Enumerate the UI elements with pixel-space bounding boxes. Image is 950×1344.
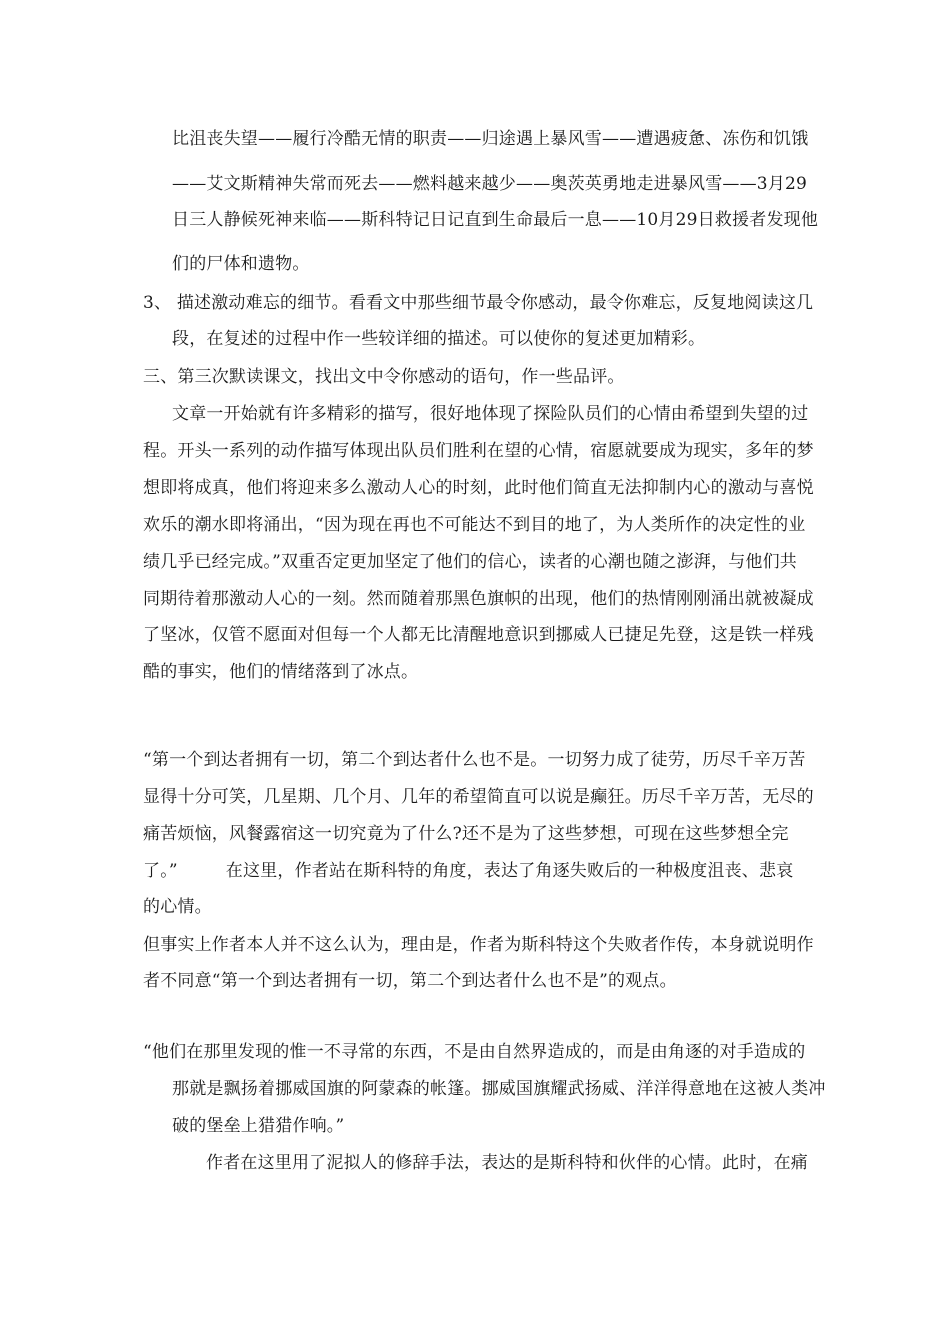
quote-line: 破的堡垒上猎猎作响。” <box>172 1116 345 1136</box>
text-line: 酷的事实，他们的情绪落到了冰点。 <box>143 662 419 682</box>
text-line: 了坚冰，仅管不愿面对但每一个人都无比清醒地意识到挪威人已捷足先登，这是铁一样残 <box>143 625 814 645</box>
text-line: 同期待着那激动人心的一刻。然而随着那黑色旗帜的出现，他们的热情刚刚涌出就被凝成 <box>143 589 814 609</box>
section-heading: 三、第三次默读课文，找出文中令你感动的语句，作一些品评。 <box>143 367 625 387</box>
quote-line: “第一个到达者拥有一切，第二个到达者什么也不是。一切努力成了徒劳，历尽千辛万苦 <box>143 750 806 770</box>
text-line: 但事实上作者本人并不这么认为，理由是，作者为斯科特这个失败者作传，本身就说明作 <box>143 935 814 955</box>
commentary: 在这里，作者站在斯科特的角度，表达了角逐失败后的一种极度沮丧、悲哀 <box>225 861 794 881</box>
quote-line: 显得十分可笑，几星期、几个月、几年的希望简直可以说是癫狂。历尽千辛万苦，无尽的 <box>143 787 814 807</box>
text-line: ——艾文斯精神失常而死去——燃料越来越少——奥茨英勇地走进暴风雪——3月29 <box>172 174 808 194</box>
text-line: 绩几乎已经完成。”双重否定更加坚定了他们的信心，读者的心潮也随之澎湃，与他们共 <box>143 552 797 572</box>
text-line: 的心情。 <box>143 897 212 917</box>
text-line: 日三人静候死神来临——斯科特记日记直到生命最后一息——10月29日救援者发现他 <box>172 210 819 230</box>
text-line: 文章一开始就有许多精彩的描写，很好地体现了探险队员们的心情由希望到失望的过 <box>172 404 809 424</box>
quote-line <box>143 860 793 882</box>
text-line: 想即将成真，他们将迎来多么激动人心的时刻，此时他们简直无法抑制内心的激动与喜悦 <box>143 478 814 498</box>
quote-line: 那就是飘扬着挪威国旗的阿蒙森的帐篷。挪威国旗耀武扬威、洋洋得意地在这被人类冲 <box>172 1079 826 1099</box>
text-line: 段，在复述的过程中作一些较详细的描述。可以使你的复述更加精彩。 <box>172 329 706 349</box>
text-line: 欢乐的潮水即将涌出，“因为现在再也不可能达不到目的地了，为人类所作的决定性的业 <box>143 515 806 535</box>
text-line: 作者在这里用了泥拟人的修辞手法，表达的是斯科特和伙伴的心情。此时，在痛 <box>206 1153 808 1173</box>
text-line: 程。开头一系列的动作描写体现出队员们胜利在望的心情，宿愿就要成为现实，多年的梦 <box>143 441 814 461</box>
quote-end: 了。” <box>143 861 178 881</box>
text-line: 3、 描述激动难忘的细节。看看文中那些细节最令你感动，最令你难忘，反复地阅读这几 <box>143 293 814 313</box>
quote-line: “他们在那里发现的惟一不寻常的东西，不是由自然界造成的，而是由角逐的对手造成的 <box>143 1042 806 1062</box>
quote-line: 痛苦烦恼，风餐露宿这一切究竟为了什么?还不是为了这些梦想，可现在这些梦想全完 <box>143 824 789 844</box>
text-line: 者不同意“第一个到达者拥有一切，第二个到达者什么也不是”的观点。 <box>143 971 677 991</box>
text-line: 比沮丧失望——履行冷酷无情的职责——归途遇上暴风雪——遭遇疲惫、冻伤和饥饿 <box>172 129 809 149</box>
text-line: 们的尸体和遗物。 <box>172 254 310 274</box>
